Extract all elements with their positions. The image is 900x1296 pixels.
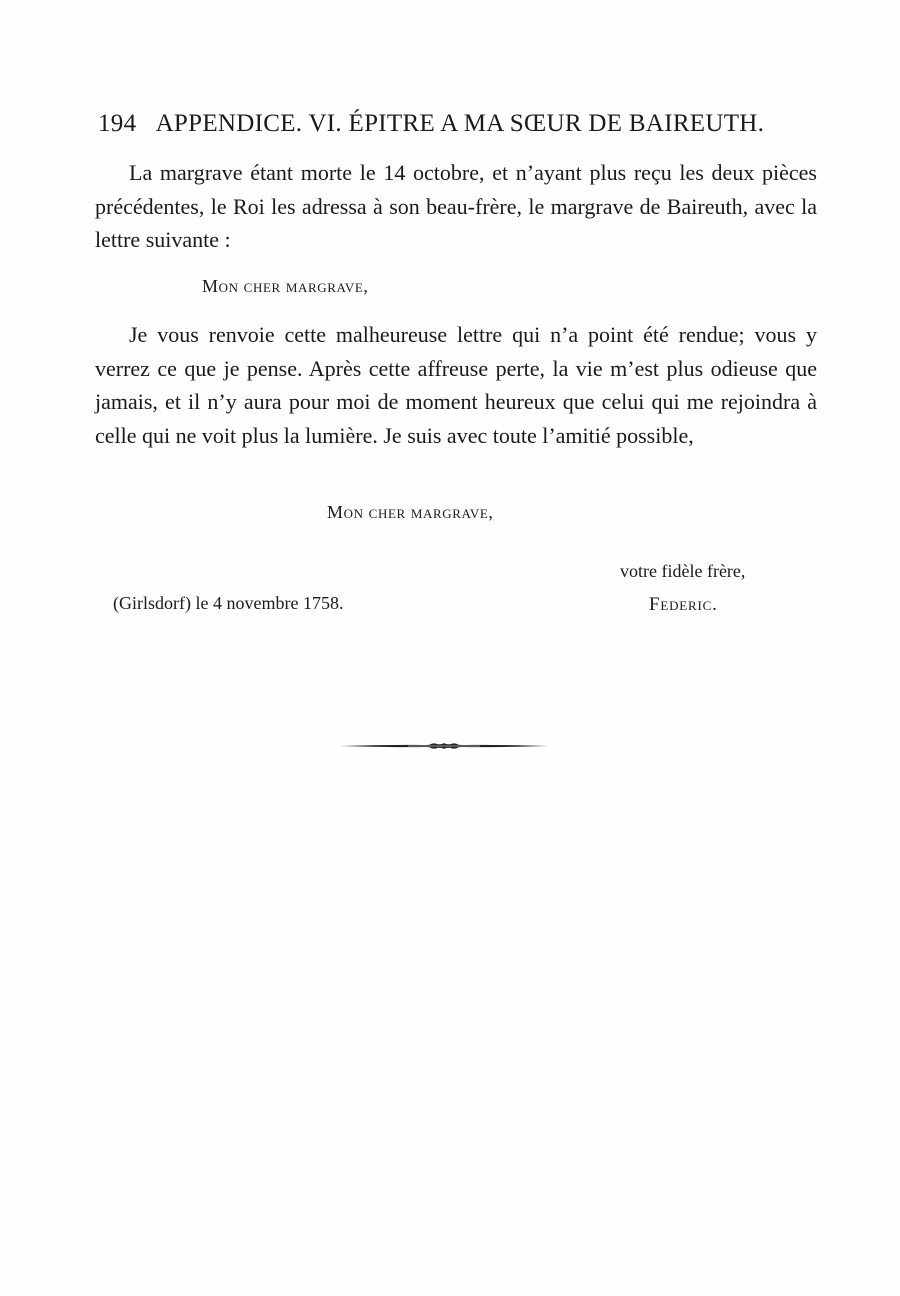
ornament-divider [338,738,550,754]
intro-paragraph: La margrave étant morte le 14 octobre, et n’ayant plus reçu les deux pièces précédentes, le Roi les adressa à son beau-frère, le margrave de Baireuth, avec la lettre suivante : [95,160,817,252]
page-number: 194 [98,110,137,137]
closing-formula: votre fidèle frère, [620,561,746,581]
header-title: APPENDICE. VI. ÉPITRE A MA SŒUR DE BAIREUTH. [155,110,765,137]
closing-salutation: Mon cher margrave, [327,502,494,522]
running-header [98,110,788,138]
signature: Federic. [649,594,718,615]
letter-body: Je vous renvoie cette malheureuse lettre qui n’a point été rendue; vous y verrez ce que je pense. Après cette affreuse perte, la vie m’est plus odieuse que jamais, et il n’y aura pour moi de moment heureux que celui qui me rejoindra à celle qui ne voit plus la lumière. Je suis avec toute l’amitié possible, [95,322,817,448]
letter-salutation: Mon cher margrave, [202,276,369,296]
date-line: (Girlsdorf) le 4 novembre 1758. [113,593,344,613]
